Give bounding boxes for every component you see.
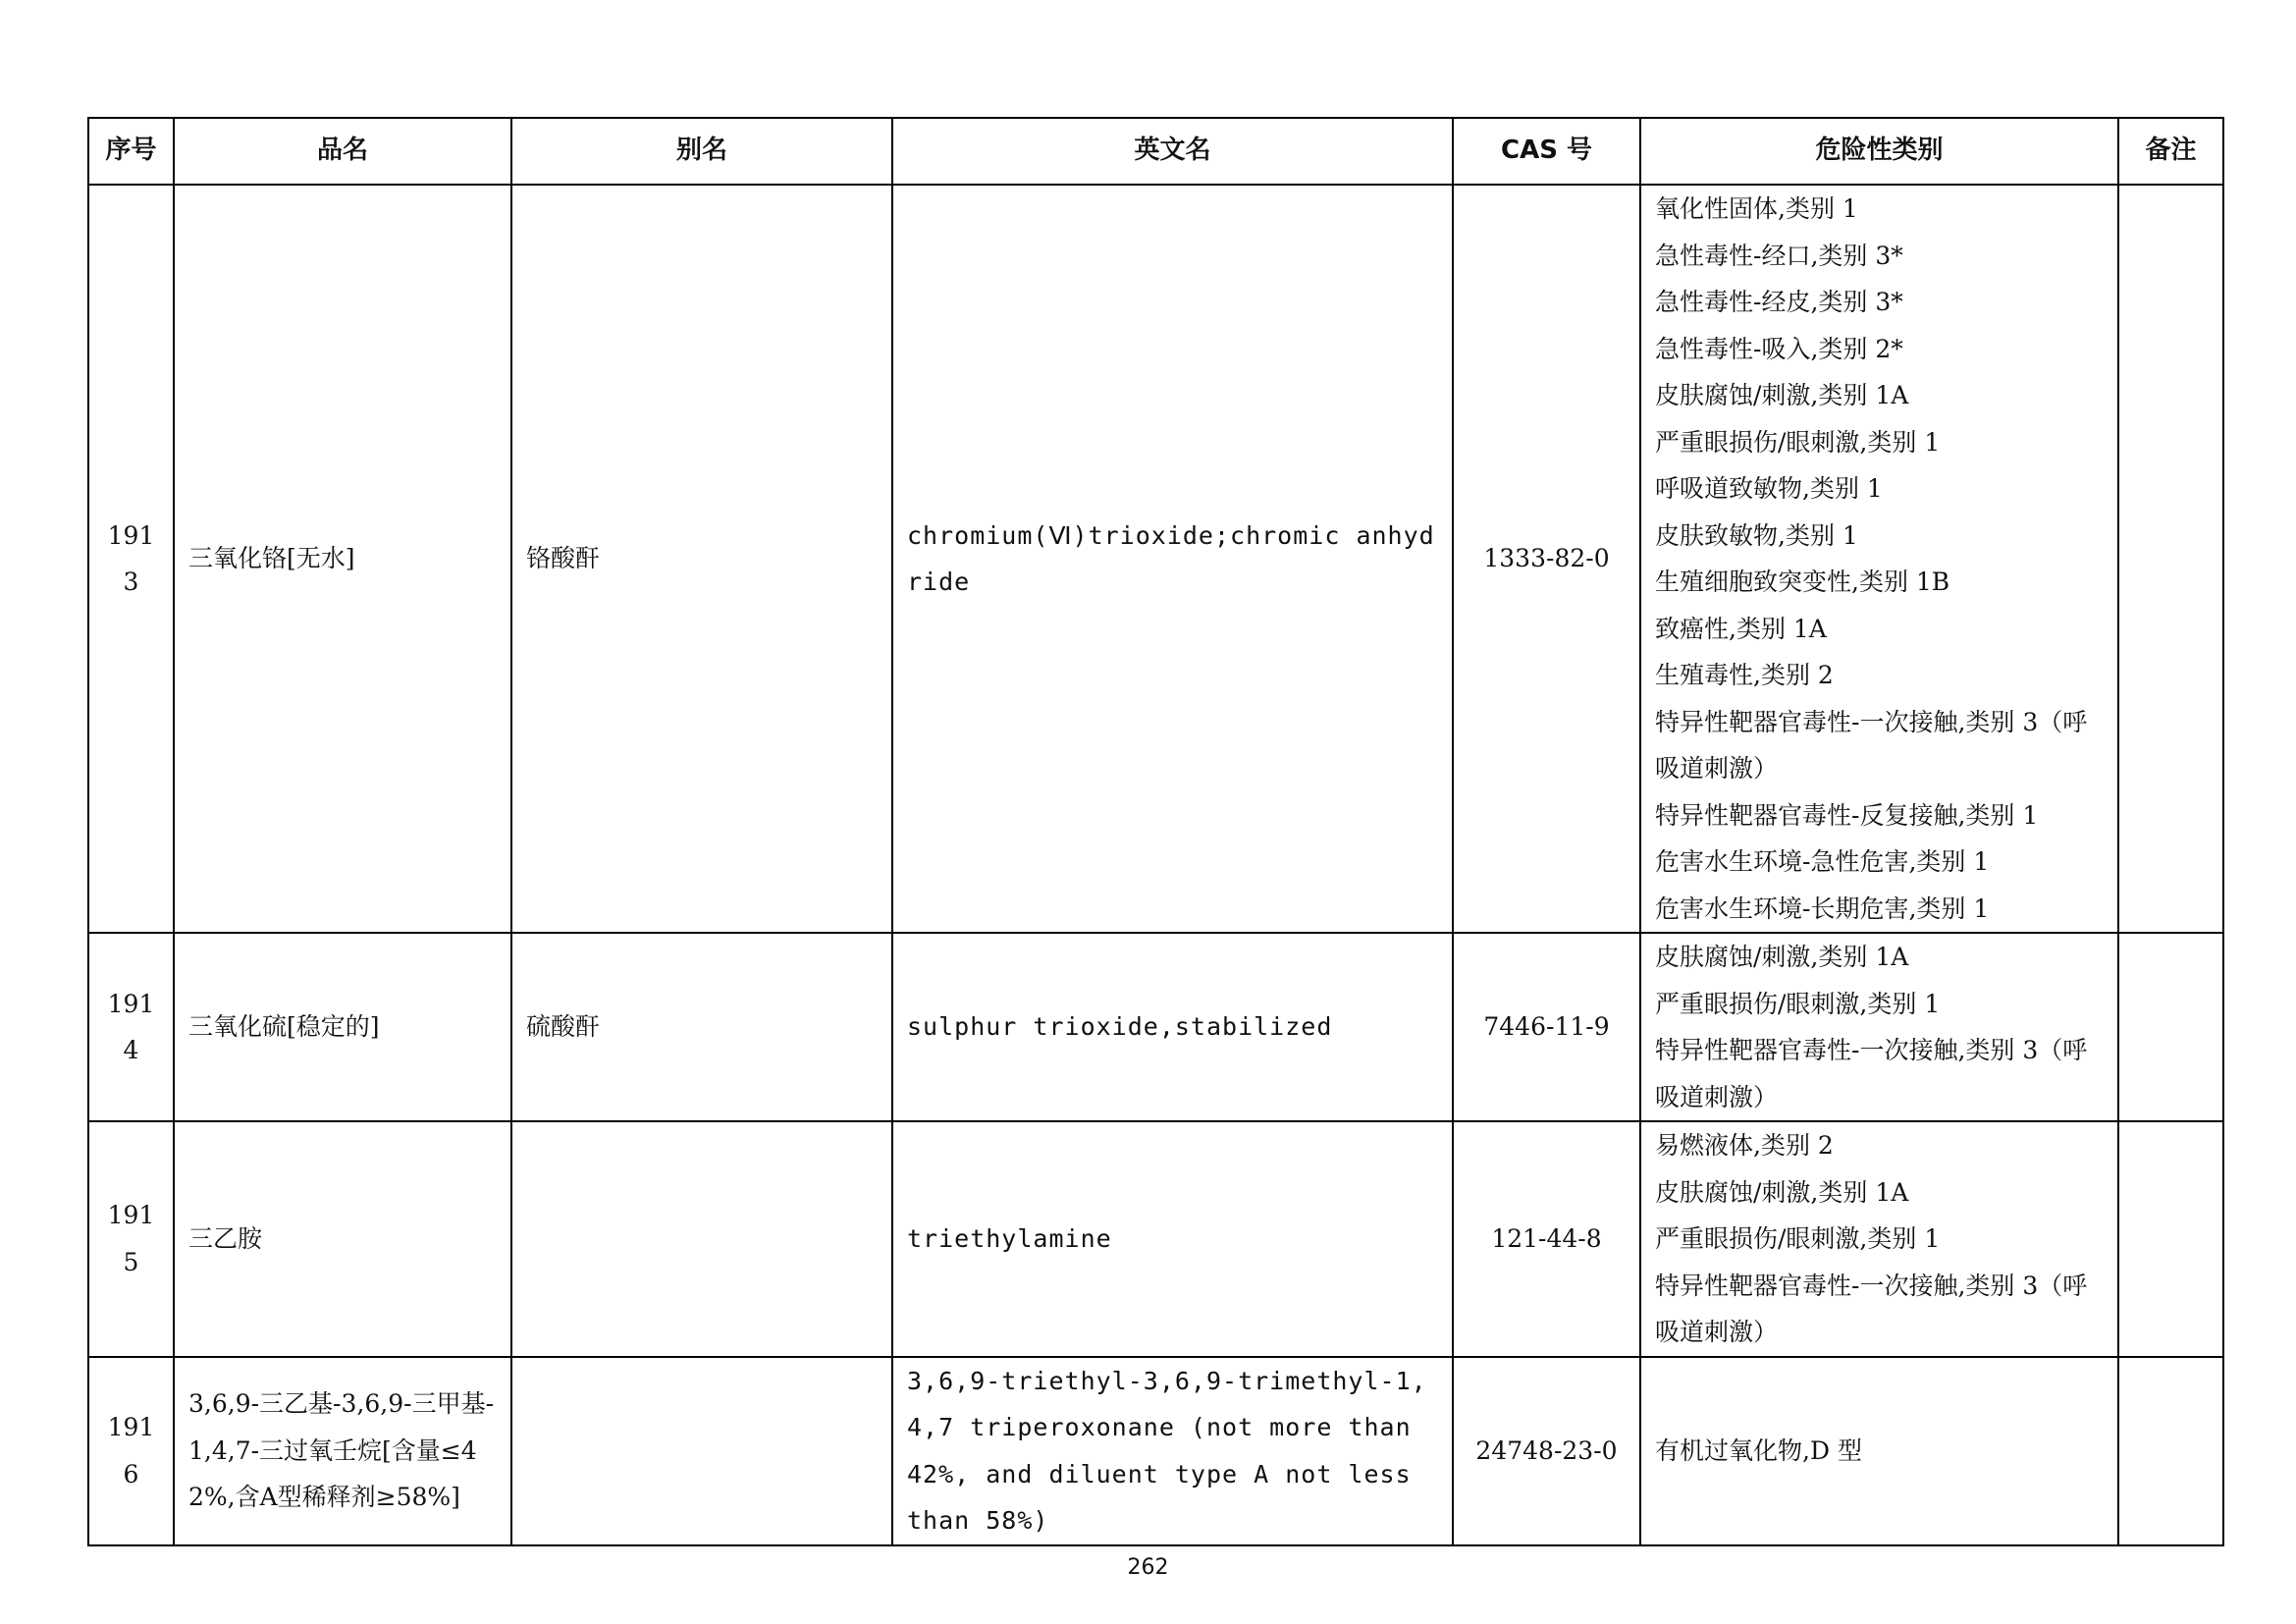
hazard-item: 急性毒性-经口,类别 3* bbox=[1655, 241, 1903, 270]
hazard-item: 急性毒性-经皮,类别 3* bbox=[1655, 288, 1903, 316]
header-no: 序号 bbox=[88, 118, 174, 185]
table-row bbox=[88, 933, 2223, 1121]
hazard-item: 危害水生环境-长期危害,类别 1 bbox=[1655, 893, 1990, 923]
cell-hazard-class bbox=[1640, 1357, 2118, 1545]
cell-no: 1916 bbox=[88, 1357, 174, 1545]
header-remark: 备注 bbox=[2118, 118, 2223, 185]
hazard-item: 严重眼损伤/眼刺激,类别 1 bbox=[1655, 427, 1941, 457]
hazardous-chemicals-table bbox=[87, 117, 2224, 1546]
hazard-item: 呼吸道致敏物,类别 1 bbox=[1655, 474, 1883, 503]
hazard-item: 特异性靶器官毒性-一次接触,类别 3（呼吸道刺激） bbox=[1655, 1271, 2088, 1346]
cell-name: 3,6,9-三乙基-3,6,9-三甲基-1,4,7-三过氧壬烷[含量≤42%,含A型稀释剂≥58%] bbox=[174, 1357, 511, 1545]
cell-english-name: chromium(Ⅵ)trioxide;chromic anhydride bbox=[892, 185, 1453, 933]
hazard-item: 特异性靶器官毒性-一次接触,类别 3（呼吸道刺激） bbox=[1655, 707, 2088, 783]
cell-remark bbox=[2118, 1357, 2223, 1545]
cell-cas-number: 7446-11-9 bbox=[1453, 933, 1640, 1121]
hazard-item: 皮肤腐蚀/刺激,类别 1A bbox=[1655, 1177, 1909, 1207]
header-alias: 别名 bbox=[511, 118, 892, 185]
hazard-item: 特异性靶器官毒性-反复接触,类别 1 bbox=[1655, 800, 2039, 830]
table-header-row bbox=[88, 118, 2223, 185]
cell-english-name: triethylamine bbox=[892, 1121, 1453, 1357]
hazard-item: 危害水生环境-急性危害,类别 1 bbox=[1655, 847, 1990, 876]
cell-hazard-class bbox=[1640, 1121, 2118, 1357]
cell-english-name: sulphur trioxide,stabilized bbox=[892, 933, 1453, 1121]
hazard-item: 皮肤腐蚀/刺激,类别 1A bbox=[1655, 381, 1909, 409]
hazard-item: 皮肤致敏物,类别 1 bbox=[1655, 520, 1858, 550]
cell-name: 三氧化硫[稳定的] bbox=[174, 933, 511, 1121]
hazard-item: 致癌性,类别 1A bbox=[1655, 614, 1827, 643]
cell-alias: 硫酸酐 bbox=[511, 933, 892, 1121]
hazard-item: 生殖毒性,类别 2 bbox=[1655, 661, 1834, 689]
cell-no: 1914 bbox=[88, 933, 174, 1121]
cell-name: 三氧化铬[无水] bbox=[174, 185, 511, 933]
hazard-item: 易燃液体,类别 2 bbox=[1655, 1131, 1834, 1160]
header-hazard-class: 危险性类别 bbox=[1640, 118, 2118, 185]
header-name: 品名 bbox=[174, 118, 511, 185]
table-row bbox=[88, 1121, 2223, 1357]
cell-remark bbox=[2118, 933, 2223, 1121]
table-row bbox=[88, 1357, 2223, 1545]
hazard-item: 严重眼损伤/眼刺激,类别 1 bbox=[1655, 989, 1941, 1018]
hazard-item: 生殖细胞致突变性,类别 1B bbox=[1655, 568, 1950, 596]
hazard-item: 有机过氧化物,D 型 bbox=[1655, 1435, 1862, 1465]
hazard-item: 氧化性固体,类别 1 bbox=[1655, 194, 1858, 223]
cell-no: 1915 bbox=[88, 1121, 174, 1357]
page-number: 262 bbox=[1127, 1555, 1169, 1580]
hazard-item: 皮肤腐蚀/刺激,类别 1A bbox=[1655, 943, 1909, 971]
cell-cas-number: 1333-82-0 bbox=[1453, 185, 1640, 933]
cell-alias: 铬酸酐 bbox=[511, 185, 892, 933]
hazard-item: 急性毒性-吸入,类别 2* bbox=[1655, 334, 1903, 363]
cell-cas-number: 24748-23-0 bbox=[1453, 1357, 1640, 1545]
cell-name: 三乙胺 bbox=[174, 1121, 511, 1357]
hazard-item: 特异性靶器官毒性-一次接触,类别 3（呼吸道刺激） bbox=[1655, 1036, 2088, 1111]
cell-alias bbox=[511, 1357, 892, 1545]
cell-cas-number: 121-44-8 bbox=[1453, 1121, 1640, 1357]
cell-alias bbox=[511, 1121, 892, 1357]
cell-english-name: 3,6,9-triethyl-3,6,9-trimethyl-1,4,7 triperoxonane (not more than 42%, and diluent type A not less than 58%) bbox=[892, 1357, 1453, 1545]
cell-hazard-class bbox=[1640, 933, 2118, 1121]
cell-remark bbox=[2118, 185, 2223, 933]
hazard-item: 严重眼损伤/眼刺激,类别 1 bbox=[1655, 1224, 1941, 1253]
table-row bbox=[88, 185, 2223, 933]
cell-remark bbox=[2118, 1121, 2223, 1357]
header-cas-number: CAS 号 bbox=[1453, 118, 1640, 185]
cell-no: 1913 bbox=[88, 185, 174, 933]
cell-hazard-class bbox=[1640, 185, 2118, 933]
header-english-name: 英文名 bbox=[892, 118, 1453, 185]
